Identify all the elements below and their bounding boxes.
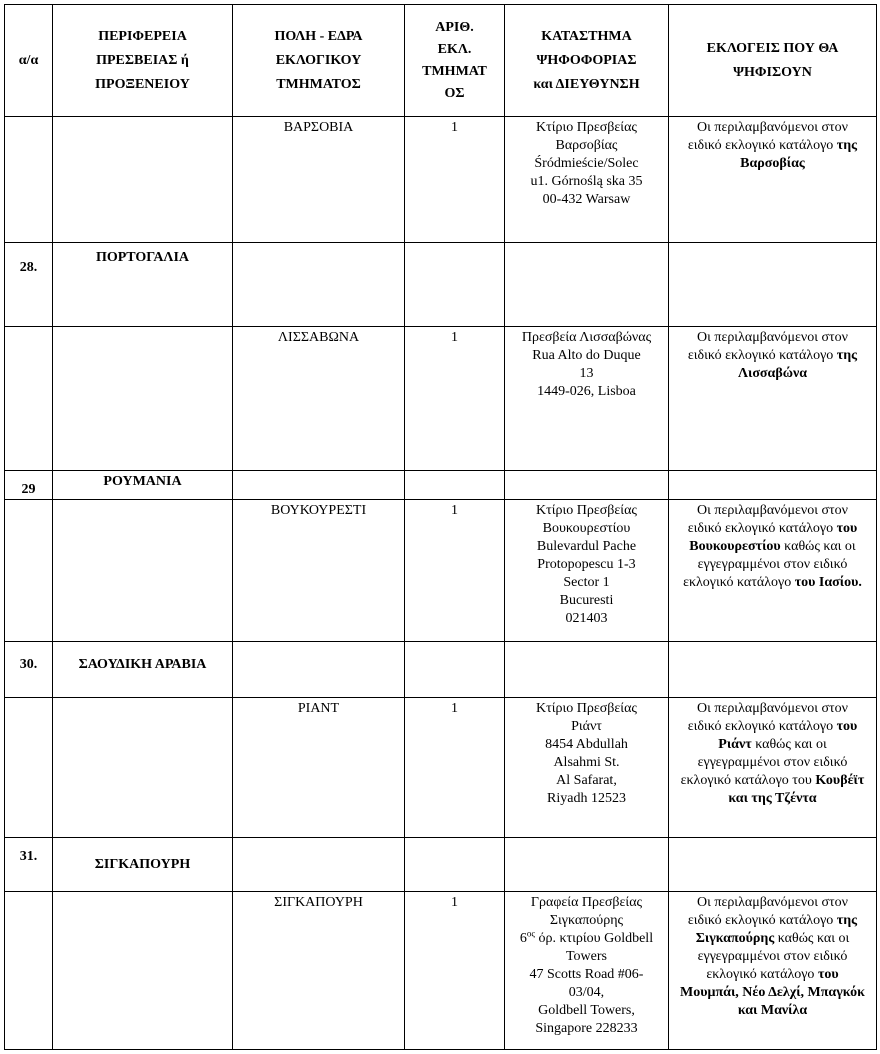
- count-cell: 1: [405, 698, 505, 838]
- city-cell: ΒΟΥΚΟΥΡΕΣΤΙ: [233, 500, 405, 642]
- region-cell: [53, 117, 233, 243]
- aa-cell: 31.: [5, 838, 53, 892]
- store-cell: [505, 471, 669, 500]
- region-cell: [53, 698, 233, 838]
- count-cell: [405, 642, 505, 698]
- aa-cell: 30.: [5, 642, 53, 698]
- city-cell: ΣΙΓΚΑΠΟΥΡΗ: [233, 892, 405, 1050]
- header-voters: ΕΚΛΟΓΕΙΣ ΠΟΥ ΘΑ ΨΗΦΙΣΟΥΝ: [669, 5, 877, 117]
- store-cell: [505, 642, 669, 698]
- region-cell: ΣΙΓΚΑΠΟΥΡΗ: [53, 838, 233, 892]
- count-cell: 1: [405, 117, 505, 243]
- region-cell: [53, 500, 233, 642]
- count-cell: [405, 243, 505, 327]
- aa-cell: [5, 327, 53, 471]
- count-cell: [405, 838, 505, 892]
- aa-cell: 29: [5, 471, 53, 500]
- count-cell: 1: [405, 500, 505, 642]
- city-cell: [233, 471, 405, 500]
- table-row: [5, 243, 877, 327]
- aa-cell: [5, 892, 53, 1050]
- count-cell: [405, 471, 505, 500]
- region-cell: ΡΟΥΜΑΝΙΑ: [53, 471, 233, 500]
- city-cell: ΒΑΡΣΟΒΙΑ: [233, 117, 405, 243]
- header-row: [5, 5, 877, 117]
- region-cell: ΣΑΟΥΔΙΚΗ ΑΡΑΒΙΑ: [53, 642, 233, 698]
- voters-cell: Οι περιλαμβανόμενοι στον ειδικό εκλογικό κατάλογο της Βαρσοβίας: [669, 117, 877, 243]
- voters-cell: [669, 642, 877, 698]
- header-count: ΑΡΙΘ. ΕΚΛ. ΤΜΗΜΑΤ ΟΣ: [405, 5, 505, 117]
- store-cell: Κτίριο Πρεσβείας Βουκουρεστίου Bulevardul Pache Protopopescu 1-3 Sector 1 Bucuresti 021403: [505, 500, 669, 642]
- store-cell: Γραφεία Πρεσβείας Σιγκαπούρης $6^{o\varsigma}$ όρ. κτιρίου Goldbell Towers 47 Scotts Road #06- 03/04, Goldbell Towers, Singapore 228233: [505, 892, 669, 1050]
- voters-cell: Οι περιλαμβανόμενοι στον ειδικό εκλογικό κατάλογο της Λισσαβώνα: [669, 327, 877, 471]
- voters-cell: [669, 838, 877, 892]
- region-cell: [53, 327, 233, 471]
- city-cell: [233, 642, 405, 698]
- table-row: [5, 892, 877, 1050]
- aa-cell: [5, 500, 53, 642]
- table-row: [5, 327, 877, 471]
- region-cell: ΠΟΡΤΟΓΑΛΙΑ: [53, 243, 233, 327]
- embassy-polling-table: [4, 4, 877, 1050]
- count-cell: 1: [405, 892, 505, 1050]
- store-cell: [505, 838, 669, 892]
- header-region: ΠΕΡΙΦΕΡΕΙΑ ΠΡΕΣΒΕΙΑΣ ή ΠΡΟΞΕΝΕΙΟΥ: [53, 5, 233, 117]
- header-store: ΚΑΤΑΣΤΗΜΑ ΨΗΦΟΦΟΡΙΑΣ και ΔΙΕΥΘΥΝΣΗ: [505, 5, 669, 117]
- header-city: ΠΟΛΗ - ΕΔΡΑ ΕΚΛΟΓΙΚΟΥ ΤΜΗΜΑΤΟΣ: [233, 5, 405, 117]
- voters-cell: Οι περιλαμβανόμενοι στον ειδικό εκλογικό κατάλογο του Ριάντ καθώς και οι εγγεγραμμένοι στον ειδικό εκλογικό κατάλογο του Κουβέϊτ και της Τζέντα: [669, 698, 877, 838]
- aa-cell: [5, 117, 53, 243]
- table-row: [5, 642, 877, 698]
- voters-cell: [669, 471, 877, 500]
- city-cell: ΡΙΑΝΤ: [233, 698, 405, 838]
- store-cell: Κτίριο Πρεσβείας Βαρσοβίας Śródmieście/Solec u1. Górnoślą ska 35 00-432 Warsaw: [505, 117, 669, 243]
- count-cell: 1: [405, 327, 505, 471]
- voters-cell: Οι περιλαμβανόμενοι στον ειδικό εκλογικό κατάλογο της Σιγκαπούρης καθώς και οι εγγεγραμμένοι στον ειδικό εκλογικό κατάλογο του Μουμπάι, Νέο Δελχί, Μπαγκόκ και Μανίλα: [669, 892, 877, 1050]
- table-row: [5, 698, 877, 838]
- aa-cell: 28.: [5, 243, 53, 327]
- voters-cell: Οι περιλαμβανόμενοι στον ειδικό εκλογικό κατάλογο του Βουκουρεστίου καθώς και οι εγγεγραμμένοι στον ειδικό εκλογικό κατάλογο του Ιασίου.: [669, 500, 877, 642]
- table-row: [5, 838, 877, 892]
- store-cell: [505, 243, 669, 327]
- city-cell: [233, 243, 405, 327]
- region-cell: [53, 892, 233, 1050]
- header-aa: α/α: [5, 5, 53, 117]
- city-cell: [233, 838, 405, 892]
- aa-cell: [5, 698, 53, 838]
- city-cell: ΛΙΣΣΑΒΩΝΑ: [233, 327, 405, 471]
- table-row: [5, 500, 877, 642]
- table-row: [5, 471, 877, 500]
- store-cell: Πρεσβεία Λισσαβώνας Rua Alto do Duque 13 1449-026, Lisboa: [505, 327, 669, 471]
- voters-cell: [669, 243, 877, 327]
- store-cell: Κτίριο Πρεσβείας Ριάντ 8454 Abdullah Alsahmi St. Al Safarat, Riyadh 12523: [505, 698, 669, 838]
- table-row: [5, 117, 877, 243]
